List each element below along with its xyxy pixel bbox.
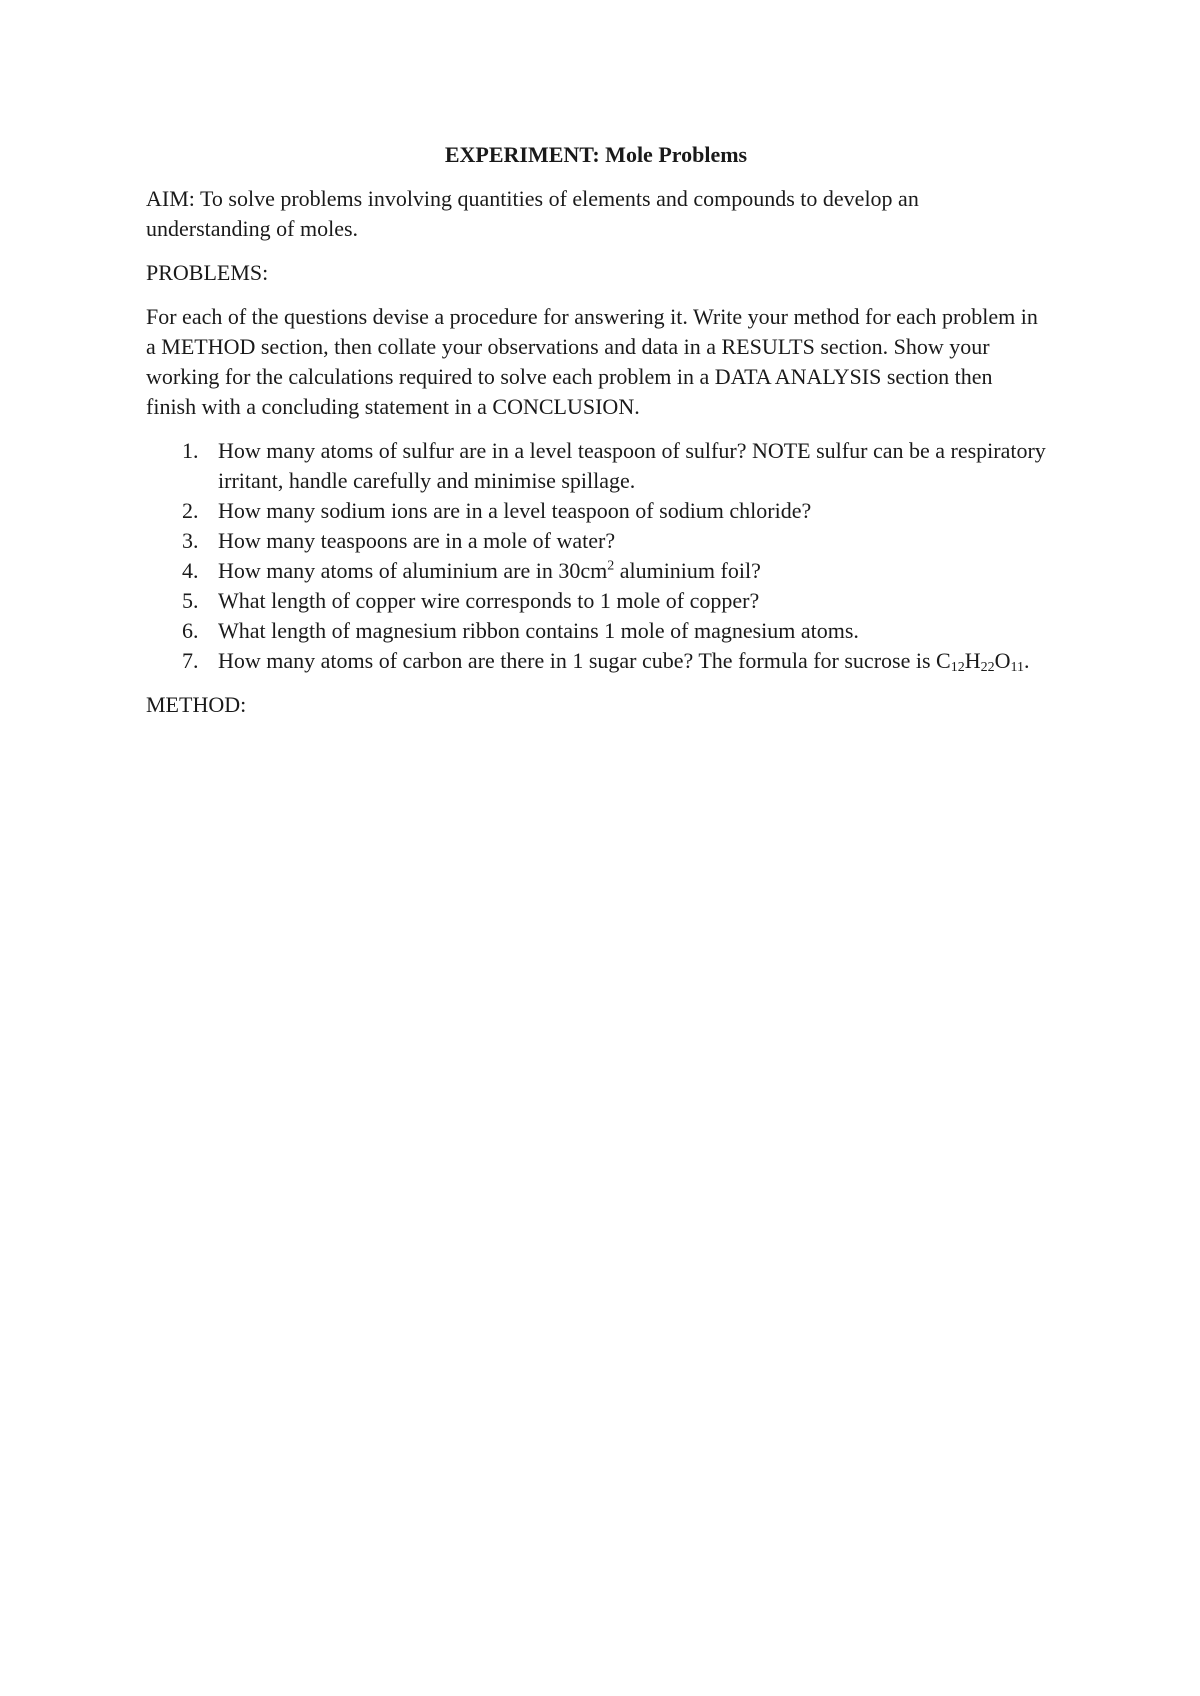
list-item-number: 4. — [182, 558, 199, 583]
formula-element: H — [964, 648, 981, 673]
list-item — [146, 586, 1046, 616]
list-item-text-part: How many atoms of aluminium are in 30cm — [218, 558, 608, 583]
list-item-text — [218, 558, 761, 583]
formula-end: . — [1023, 648, 1030, 673]
list-item-number: 3. — [182, 528, 199, 553]
formula-subscript: 12 — [950, 660, 965, 675]
formula-element: C — [936, 648, 951, 673]
problems-list — [146, 436, 1046, 676]
list-item-text: How many sodium ions are in a level teaspoon of sodium chloride? — [218, 498, 812, 523]
list-item-number: 5. — [182, 588, 199, 613]
list-item-text: How many teaspoons are in a mole of water? — [218, 528, 616, 553]
list-item-text: What length of magnesium ribbon contains 1 mole of magnesium atoms. — [218, 618, 859, 643]
list-item — [146, 526, 1046, 556]
list-item — [146, 616, 1046, 646]
formula-subscript: 22 — [980, 660, 995, 675]
instructions-paragraph: For each of the questions devise a procedure for answering it. Write your method for each problem in a METHOD section, then collate your observations and data in a RESULTS section. Show your working for the calculations required to solve each problem in a DATA ANALYSIS section then finish with a concluding statement in a CONCLUSION. — [146, 304, 1038, 419]
aim-paragraph: AIM: To solve problems involving quantities of elements and compounds to develop an understanding of moles. — [146, 186, 919, 241]
formula-subscript: 11 — [1010, 660, 1024, 675]
list-item-text: How many atoms of sulfur are in a level teaspoon of sulfur? NOTE sulfur can be a respiratory irritant, handle carefully and minimise spillage. — [218, 438, 1046, 493]
list-item — [146, 646, 1046, 676]
list-item — [146, 556, 1046, 586]
document-title: EXPERIMENT: Mole Problems — [444, 142, 748, 167]
list-item-number: 2. — [182, 498, 199, 523]
list-item — [146, 496, 1046, 526]
list-item-text-part: How many atoms of carbon are there in 1 sugar cube? The formula for sucrose is — [218, 648, 937, 673]
document-page — [146, 140, 1046, 734]
method-heading: METHOD: — [146, 692, 247, 717]
list-item-text: What length of copper wire corresponds to 1 mole of copper? — [218, 588, 760, 613]
formula-element: O — [994, 648, 1011, 673]
list-item-text — [218, 648, 1029, 673]
superscript: 2 — [607, 558, 615, 574]
list-item-text-part: aluminium foil? — [614, 558, 761, 583]
sucrose-formula — [936, 648, 1029, 673]
list-item — [146, 436, 1046, 496]
list-item-number: 6. — [182, 618, 199, 643]
list-item-number: 1. — [182, 438, 199, 463]
problems-heading: PROBLEMS: — [146, 260, 269, 285]
list-item-number: 7. — [182, 648, 199, 673]
